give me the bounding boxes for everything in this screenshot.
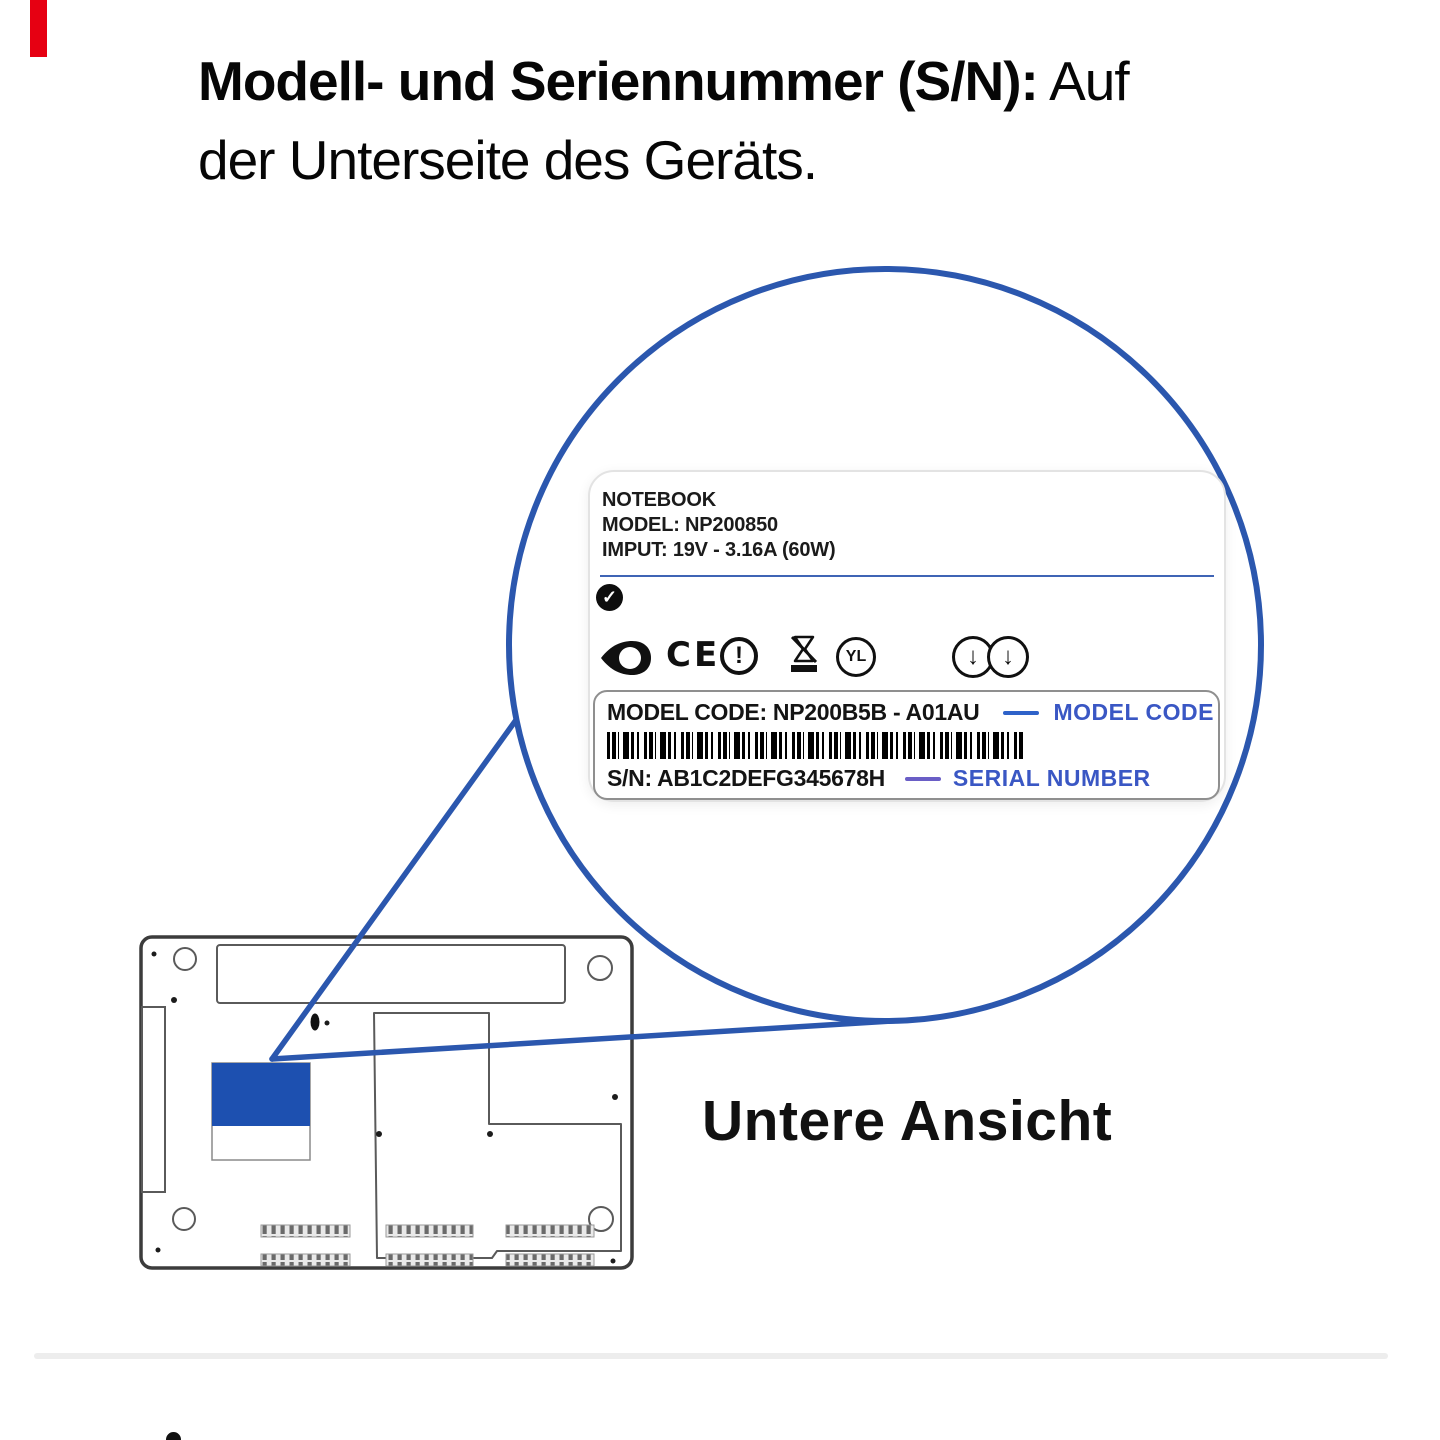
eye-icon: [600, 640, 652, 676]
screw-dot: [171, 997, 177, 1003]
screw-dot: [156, 1248, 161, 1253]
vent-grille: [261, 1254, 350, 1266]
label-location-highlight: [212, 1063, 310, 1126]
alert-glyph: !: [735, 642, 743, 669]
vent-grille: [261, 1225, 350, 1237]
model-code-callout: MODEL CODE: [1053, 699, 1214, 725]
heading-bold-text: Modell- und Seriennummer (S/N):: [198, 50, 1038, 112]
label-divider-line: [600, 575, 1214, 577]
yl-circle-icon: [836, 637, 876, 677]
laptop-bottom-drawing: [141, 937, 632, 1268]
input-text: IMPUT: 19V - 3.16A (60W): [602, 539, 836, 561]
battery-compartment: [217, 945, 565, 1003]
screw-hole: [588, 956, 612, 980]
battery-latch: [142, 1007, 165, 1192]
down-arrow-glyph: ↓: [1002, 643, 1014, 670]
check-glyph: ✓: [601, 587, 618, 607]
down-arrow-glyph: ↓: [967, 643, 979, 670]
certification-icon-row: [600, 635, 1200, 681]
serial-callout: SERIAL NUMBER: [952, 765, 1151, 791]
model-code-dash: [1003, 711, 1039, 715]
model-code-text: MODEL CODE: NP200B5B - A01AU: [607, 699, 980, 725]
partial-icon-bottom: [166, 1432, 181, 1440]
label-text-block: [602, 488, 835, 563]
screw-hole: [174, 948, 196, 970]
screw-dot: [487, 1131, 493, 1137]
heading-line2: der Unterseite des Geräts.: [198, 129, 818, 191]
vent-grille: [506, 1254, 594, 1266]
model-text: MODEL: NP200850: [602, 514, 778, 536]
certified-check-icon: [596, 584, 623, 611]
hourglass-crossed-icon: [788, 635, 820, 679]
heading-regular-text: Auf: [1049, 50, 1129, 112]
screw-dot: [152, 952, 157, 957]
model-code-box: [593, 690, 1220, 800]
down-arrow-circle: [987, 636, 1029, 678]
vent-grille: [506, 1225, 594, 1237]
barcode: [607, 732, 1025, 759]
screw-hole: [173, 1208, 195, 1230]
ce-mark-icon: CE: [666, 635, 721, 675]
screw-dot: [325, 1021, 330, 1026]
serial-row: [607, 765, 1151, 792]
screw-dot: [376, 1131, 382, 1137]
recycle-arrows-icon: [952, 636, 1029, 678]
vent-grille: [386, 1254, 473, 1266]
regulatory-label-card: [588, 470, 1226, 802]
alert-circle-icon: [720, 637, 758, 675]
screw-dot: [611, 1259, 616, 1264]
screw-dot: [612, 1094, 618, 1100]
latch-mark: [311, 1014, 320, 1031]
bottom-view-caption: Untere Ansicht: [702, 1089, 1113, 1153]
section-divider: [34, 1353, 1388, 1359]
serial-text: S/N: AB1C2DEFG345678H: [607, 765, 885, 791]
yl-text: YL: [845, 648, 867, 665]
model-code-row: [607, 699, 1214, 726]
vent-grille: [386, 1225, 473, 1237]
serial-dash: [905, 777, 941, 781]
product-type-text: NOTEBOOK: [602, 489, 716, 511]
